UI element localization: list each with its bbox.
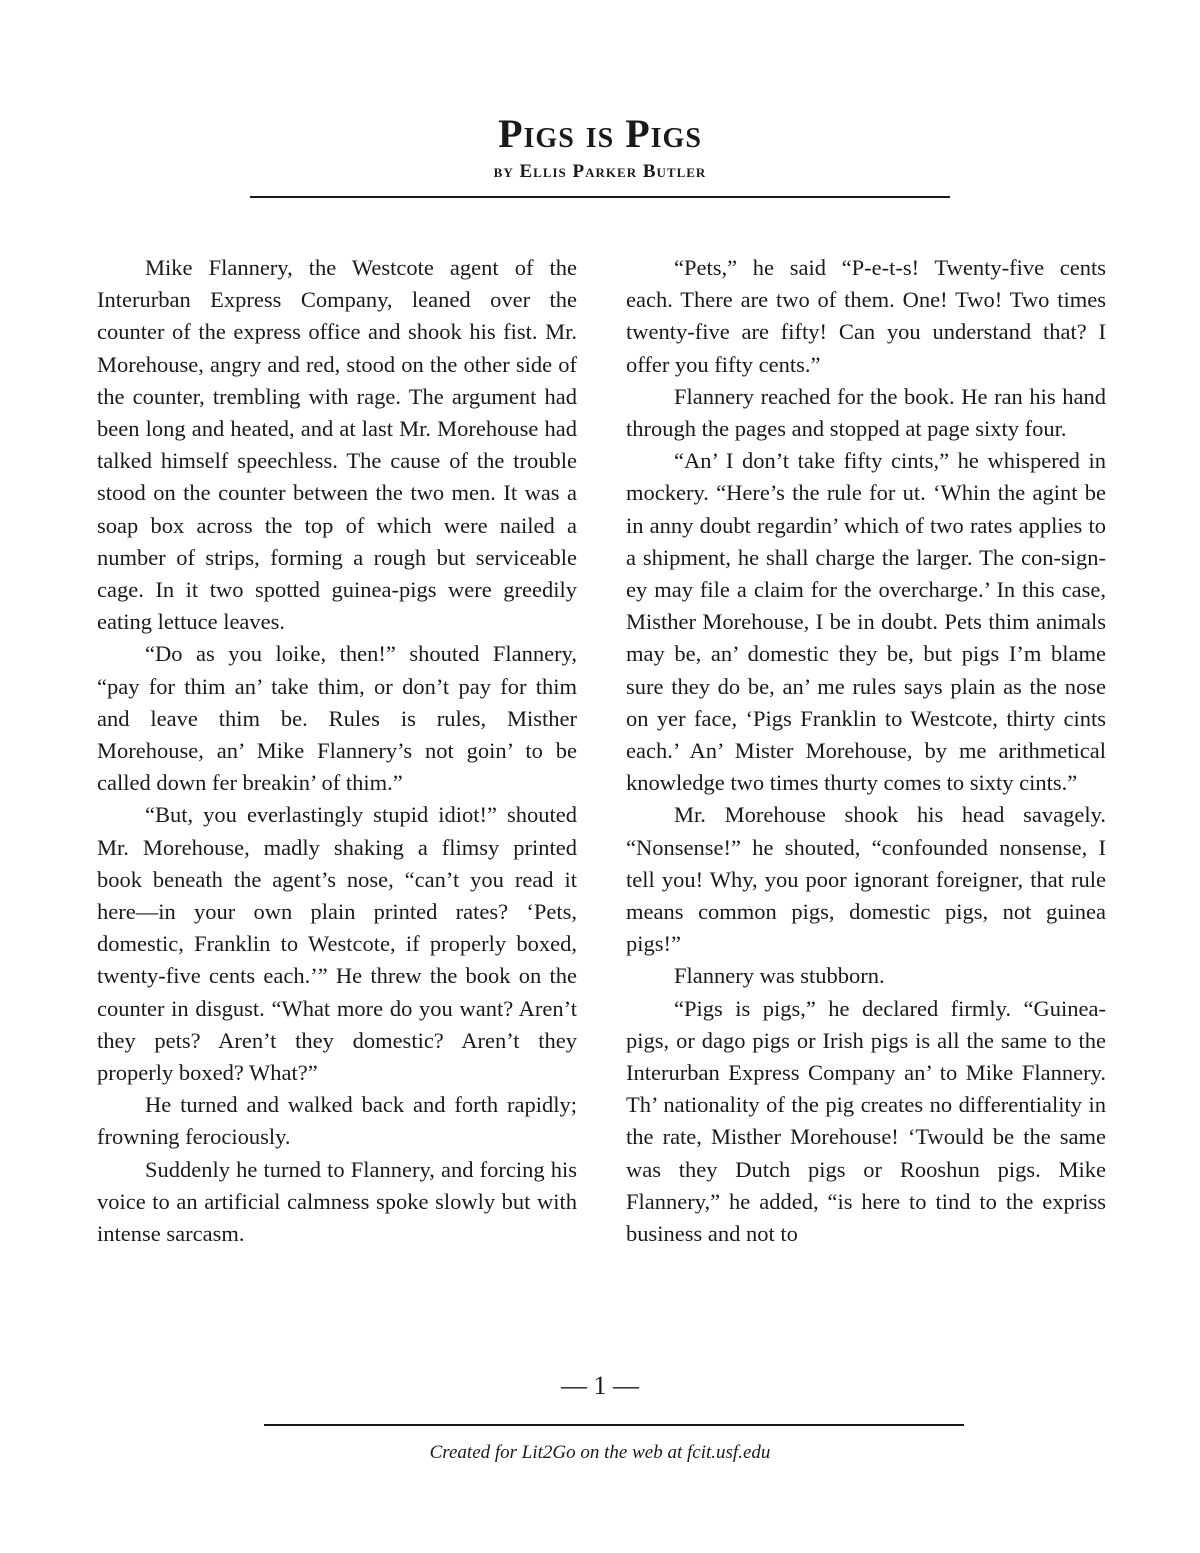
paragraph: He turned and walked back and forth rapidly; frowning ferociously. <box>97 1092 577 1150</box>
paragraph: “Pigs is pigs,” he declared firmly. “Guinea-pigs, or dago pigs or Irish pigs is all the same to the Interurban Express Company an’ to Mike Flannery. Th’ nationality of the pig creates no differentiality in the rate, Misther Morehouse! ‘Twould be the same was they Dutch pigs or Rooshun pigs. Mike Flannery,” he added, “is here to tind to the expriss business and not to <box>626 995 1106 1247</box>
paragraph: Flannery reached for the book. He ran his hand through the pages and stopped at page sixty four. <box>626 383 1106 442</box>
left-text-column <box>97 252 577 1250</box>
story-title: Pigs is Pigs <box>498 111 702 156</box>
right-text-column <box>626 252 1106 1250</box>
footer-divider <box>264 1424 964 1426</box>
paragraph: “But, you everlastingly stupid idiot!” shouted Mr. Morehouse, madly shaking a flimsy printed book beneath the agent’s nose, “can’t you read it here—in your own plain printed rates? ‘Pets, domestic, Franklin to Westcote, if properly boxed, twenty-five cents each.’” He threw the book on the counter in disgust. “What more do you want? Aren’t they pets? Aren’t they domestic? Aren’t they properly boxed? What?” <box>97 802 577 1086</box>
footer-credit: Created for Lit2Go on the web at fcit.usf.edu <box>429 1442 771 1463</box>
header-divider <box>250 196 950 198</box>
paragraph: Mike Flannery, the Westcote agent of the Interurban Express Company, leaned over the counter of the express office and shook his fist. Mr. Morehouse, angry and red, stood on the other side of the counter, trembling with rage. The argument had been long and heated, and at last Mr. Morehouse had talked himself speechless. The cause of the trouble stood on the counter between the two men. It was a soap box across the top of which were nailed a number of strips, forming a rough but serviceable cage. In it two spotted guinea-pigs were greedily eating lettuce leaves. <box>97 255 577 635</box>
paragraph: Flannery was stubborn. <box>674 963 885 989</box>
author-byline: by Ellis Parker Butler <box>493 161 707 182</box>
paragraph: Suddenly he turned to Flannery, and forcing his voice to an artificial calmness spoke slowly but with intense sarcasm. <box>97 1156 577 1247</box>
page-number: — 1 — <box>561 1371 639 1400</box>
paragraph: “Do as you loike, then!” shouted Flannery, “pay for thim an’ take thim, or don’t pay for thim and leave thim be. Rules is rules, Misther Morehouse, an’ Mike Flannery’s not goin’ to be called down fer breakin’ of thim.” <box>97 641 577 796</box>
paragraph: “Pets,” he said “P-e-t-s! Twenty-five cents each. There are two of them. One! Two! Two times twenty-five are fifty! Can you understand that? I offer you fifty cents.” <box>626 255 1106 377</box>
page-header <box>0 112 1200 184</box>
paragraph: Mr. Morehouse shook his head savagely. “Nonsense!” he shouted, “confounded nonsense, I tell you! Why, you poor ignorant foreigner, that rule means common pigs, domestic pigs, not guinea pigs!” <box>626 802 1106 957</box>
paragraph: “An’ I don’t take fifty cints,” he whispered in mockery. “Here’s the rule for ut. ‘Whin the agint be in anny doubt regardin’ which of two rates applies to a shipment, he shall charge the larger. The con-sign-ey may file a claim for the overcharge.’ In this case, Misther Morehouse, I be in doubt. Pets thim animals may be, an’ domestic they be, but pigs I’m blame sure they do be, an’ me rules says plain as the nose on yer face, ‘Pigs Franklin to Westcote, thirty cints each.’ An’ Mister Morehouse, by me arithmetical knowledge two times thurty comes to sixty cints.” <box>626 448 1106 796</box>
